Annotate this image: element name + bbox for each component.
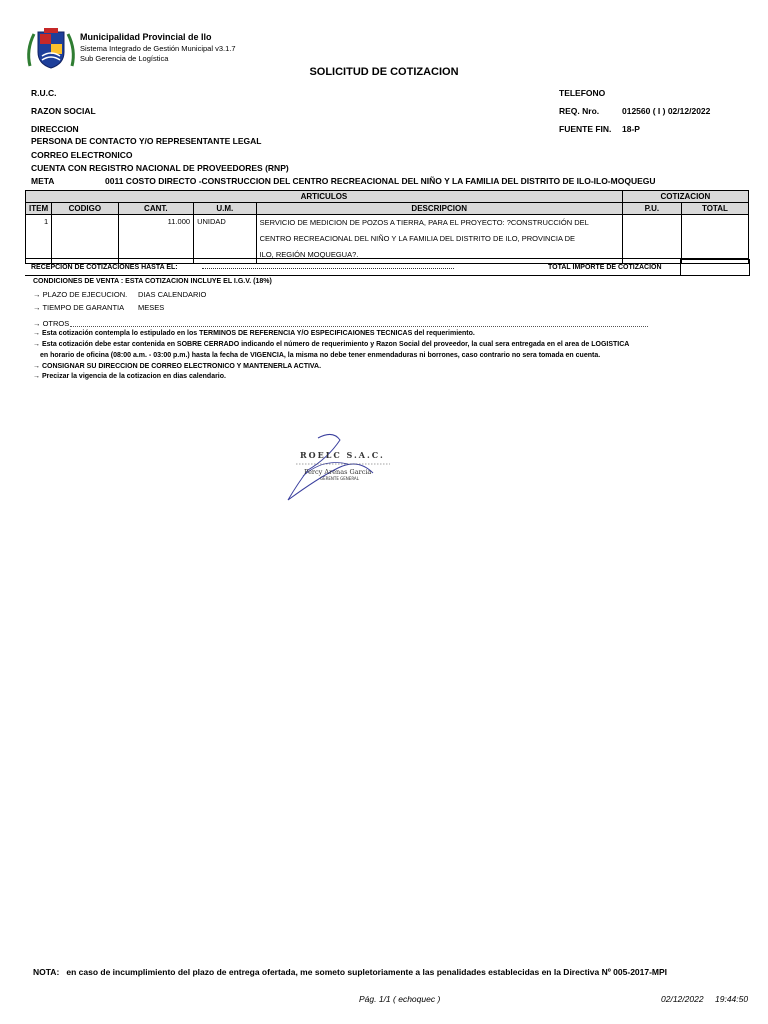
cotizacion-group-header: COTIZACION xyxy=(622,191,748,203)
description-line: ILO, REGIÓN MOQUEGUA?. xyxy=(259,250,359,259)
nota-row xyxy=(33,967,667,977)
cell-um: UNIDAD xyxy=(194,215,257,264)
plazo-label: PLAZO DE EJECUCION. xyxy=(42,290,128,299)
col-descripcion: DESCRIPCION xyxy=(256,203,622,215)
footer-date: 02/12/2022 xyxy=(661,994,704,1004)
nota-label: NOTA: xyxy=(33,967,60,977)
stamp-role: GERENTE GENERAL xyxy=(320,476,359,481)
ruc-label: R.U.C. xyxy=(31,88,57,98)
otros-dotted-line xyxy=(70,326,648,327)
note-item: → Precizar la vigencia de la cotizacion en dias calendario. xyxy=(33,373,226,380)
cell-cant: 11.000 xyxy=(118,215,193,264)
garantia-value: MESES xyxy=(138,303,165,312)
divider xyxy=(25,275,749,276)
req-value: 012560 ( I ) 02/12/2022 xyxy=(622,106,711,116)
items-table xyxy=(25,190,749,264)
table-column-header xyxy=(26,203,749,215)
col-pu: P.U. xyxy=(622,203,681,215)
nota-text: en caso de incumplimiento del plazo de entrega ofertada, me someto supletoriamente a las penalidades establecidas en la Directiva Nº 005-2017-MPI xyxy=(66,967,668,977)
col-um: U.M. xyxy=(194,203,257,215)
recepcion-label: RECEPCION DE COTIZACIONES HASTA EL: xyxy=(31,264,178,271)
cell-pu xyxy=(622,215,681,264)
cell-codigo xyxy=(52,215,118,264)
garantia-label: TIEMPO DE GARANTIA xyxy=(42,303,125,312)
note-item: → Esta cotización debe estar contenida en SOBRE CERRADO indicando el número de requerimiento y Razon Social del proveedor, la cual sera entregada en el area de LOGISTICA xyxy=(33,341,630,348)
cell-item: 1 xyxy=(26,215,52,264)
cell-descripcion xyxy=(256,215,622,264)
telefono-label: TELEFONO xyxy=(559,88,606,98)
rnp-label: CUENTA CON REGISTRO NACIONAL DE PROVEEDORES (RNP) xyxy=(31,163,289,173)
cell-total xyxy=(681,215,748,264)
stamp-company: ROELC S.A.C. xyxy=(300,450,385,460)
bullet-arrow-icon: → xyxy=(33,330,42,337)
meta-value: 0011 COSTO DIRECTO -CONSTRUCCION DEL CENTRO RECREACIONAL DEL NIÑO Y LA FAMILIA DEL DISTRITO DE ILO-ILO-MOQUEGU xyxy=(105,176,656,186)
col-item: ITEM xyxy=(26,203,52,215)
col-cant: CANT. xyxy=(118,203,193,215)
total-importe-box xyxy=(680,259,750,276)
garantia-row xyxy=(33,303,124,312)
otros-label: OTROS xyxy=(42,319,70,328)
table-group-header xyxy=(26,191,749,203)
total-importe-label: TOTAL IMPORTE DE COTIZACION xyxy=(548,264,662,271)
otros-row xyxy=(33,319,69,328)
table-row xyxy=(26,215,749,264)
contacto-label: PERSONA DE CONTACTO Y/O REPRESENTANTE LEGAL xyxy=(31,136,262,146)
description-line: SERVICIO DE MEDICION DE POZOS A TIERRA, PARA EL PROYECTO: ?CONSTRUCCIÓN DEL xyxy=(259,218,589,227)
conditions-title: CONDICIONES DE VENTA : ESTA COTIZACION INCLUYE EL I.G.V. (18%) xyxy=(33,278,272,285)
system-name: Sistema Integrado de Gestión Municipal v3.1.7 xyxy=(80,44,236,53)
plazo-row xyxy=(33,290,127,299)
sub-gerencia: Sub Gerencia de Logística xyxy=(80,54,169,63)
articulos-group-header: ARTICULOS xyxy=(26,191,623,203)
page-indicator: Pág. 1/1 ( echoquec ) xyxy=(359,994,441,1004)
direccion-label: DIRECCION xyxy=(31,124,79,134)
fuente-label: FUENTE FIN. xyxy=(559,124,612,134)
fuente-value: 18-P xyxy=(622,124,640,134)
bullet-arrow-icon: → xyxy=(33,319,43,328)
plazo-value: DIAS CALENDARIO xyxy=(138,290,207,299)
correo-label: CORREO ELECTRONICO xyxy=(31,150,133,160)
bullet-arrow-icon: → xyxy=(33,341,42,348)
signature-stamp xyxy=(278,428,398,508)
document-title: SOLICITUD DE COTIZACION xyxy=(309,66,459,78)
divider xyxy=(25,258,749,259)
footer-time: 19:44:50 xyxy=(715,994,749,1004)
razon-social-label: RAZON SOCIAL xyxy=(31,106,96,116)
recepcion-dotted-line xyxy=(202,268,454,269)
bullet-arrow-icon: → xyxy=(33,373,42,380)
organization-name: Municipalidad Provincial de Ilo xyxy=(80,32,212,42)
req-label: REQ. Nro. xyxy=(559,106,600,116)
note-item: → CONSIGNAR SU DIRECCION DE CORREO ELECTRONICO Y MANTENERLA ACTIVA. xyxy=(33,363,322,370)
bullet-arrow-icon: → xyxy=(33,303,43,312)
description-line: CENTRO RECREACIONAL DEL NIÑO Y LA FAMILIA DEL DISTRITO DE ILO, PROVINCIA DE xyxy=(259,234,576,243)
note-item: → Esta cotización contempla lo estipulado en los TERMINOS DE REFERENCIA Y/O ESPECIFICAIONES TECNICAS del requerimiento. xyxy=(33,330,475,337)
note-item-continued: en horario de oficina (08:00 a.m. - 03:00 p.m.) hasta la fecha de VIGENCIA, la misma no debe tener enmendaduras ni borrones, caso contrario no sera tomada en cuenta. xyxy=(40,352,601,359)
col-codigo: CODIGO xyxy=(52,203,118,215)
col-total: TOTAL xyxy=(681,203,748,215)
bullet-arrow-icon: → xyxy=(33,290,43,299)
meta-label: META xyxy=(31,176,55,186)
bullet-arrow-icon: → xyxy=(33,363,42,370)
stamp-name: Percy Arenas Garcia xyxy=(304,468,372,476)
